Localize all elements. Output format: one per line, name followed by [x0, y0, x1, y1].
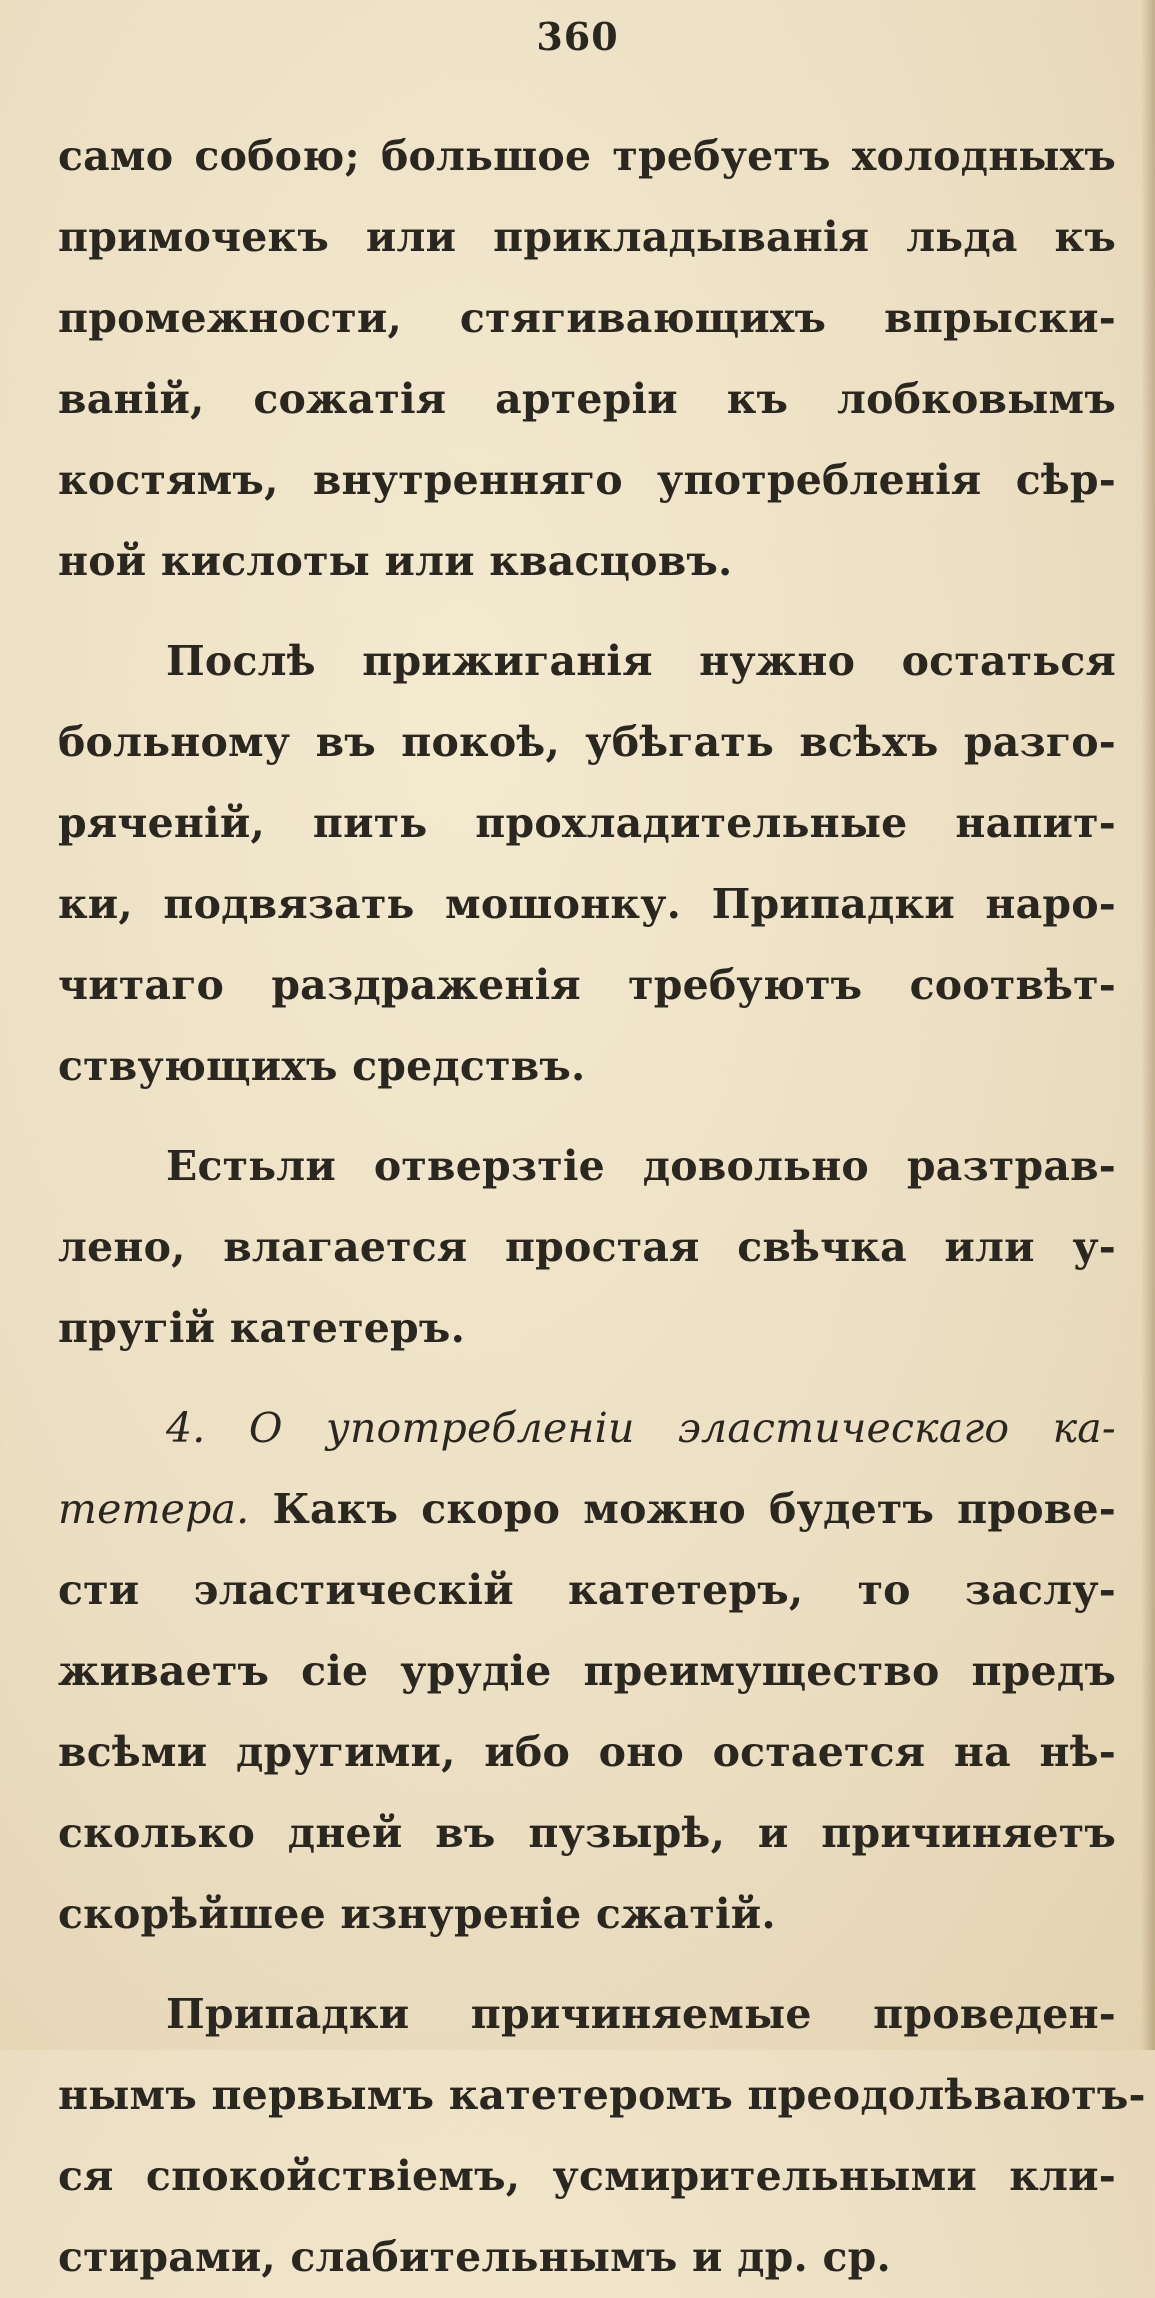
- text-line: Припадки причиняемые проведен-: [166, 1990, 1116, 2038]
- text-line: ваній, сожатія артеріи къ лобковымъ: [58, 375, 1116, 423]
- text-line: живаетъ сіе урудіе преимущество предъ: [58, 1647, 1116, 1695]
- text-line: само собою; большое требуетъ холодныхъ: [58, 132, 1116, 180]
- text-line: Естьли отверзтіе довольно разтрав-: [166, 1142, 1116, 1190]
- text-line: читаго раздраженія требуютъ соотвѣт-: [58, 961, 1116, 1009]
- section-heading-continuation: тетера.: [58, 1485, 250, 1533]
- text-line: промежности, стягивающихъ впрыски-: [58, 294, 1116, 342]
- text-line: нымъ первымъ катетеромъ преодолѣваютъ-: [58, 2071, 1146, 2119]
- paragraph-gap: [58, 1955, 1116, 1974]
- text-line: всѣми другими, ибо оно остается на нѣ-: [58, 1728, 1116, 1776]
- text-line: [58, 1469, 1116, 1550]
- text-line: сти эластическій катетеръ, то заслу-: [58, 1566, 1116, 1614]
- text-line: ся спокойствіемъ, усмирительными кли-: [58, 2152, 1116, 2200]
- text-line: скорѣйшее изнуреніе сжатій.: [58, 1890, 776, 1938]
- text-fragment: Какъ скоро можно будетъ прове-: [249, 1485, 1116, 1533]
- paragraph-gap: [58, 1369, 1116, 1388]
- paragraph-5: [58, 1974, 1146, 2298]
- text-line: Послѣ прижиганія нужно остаться: [166, 637, 1116, 685]
- text-line: сколько дней въ пузырѣ, и причиняетъ: [58, 1809, 1116, 1857]
- text-line: ки, подвязать мошонку. Припадки наро-: [58, 880, 1116, 928]
- paragraph-4: [58, 1388, 1116, 1955]
- page-number: 360: [536, 14, 619, 59]
- paragraph-3: [58, 1126, 1116, 1369]
- text-line: лено, влагается простая свѣчка или у-: [58, 1223, 1116, 1271]
- paragraph-2: [58, 621, 1116, 1107]
- section-heading-line: 4. О употребленіи эластическаго ка-: [166, 1404, 1116, 1452]
- text-line: костямъ, внутренняго употребленія сѣр-: [58, 456, 1116, 504]
- page-edge-shadow: [1141, 0, 1155, 2050]
- paragraph-gap: [58, 602, 1116, 621]
- text-line: ствующихъ средствъ.: [58, 1042, 586, 1090]
- text-line: примочекъ или прикладыванія льда къ: [58, 213, 1116, 261]
- text-line: пругій катетеръ.: [58, 1304, 466, 1352]
- text-line: ряченій, пить прохладительные напит-: [58, 799, 1116, 847]
- page-body: [58, 116, 1146, 2298]
- paragraph-gap: [58, 1107, 1116, 1126]
- paragraph-1: [58, 116, 1116, 602]
- text-line: ной кислоты или квасцовъ.: [58, 537, 733, 585]
- text-line: стирами, слабительнымъ и др. ср.: [58, 2233, 891, 2281]
- text-line: больному въ покоѣ, убѣгать всѣхъ разго-: [58, 718, 1116, 766]
